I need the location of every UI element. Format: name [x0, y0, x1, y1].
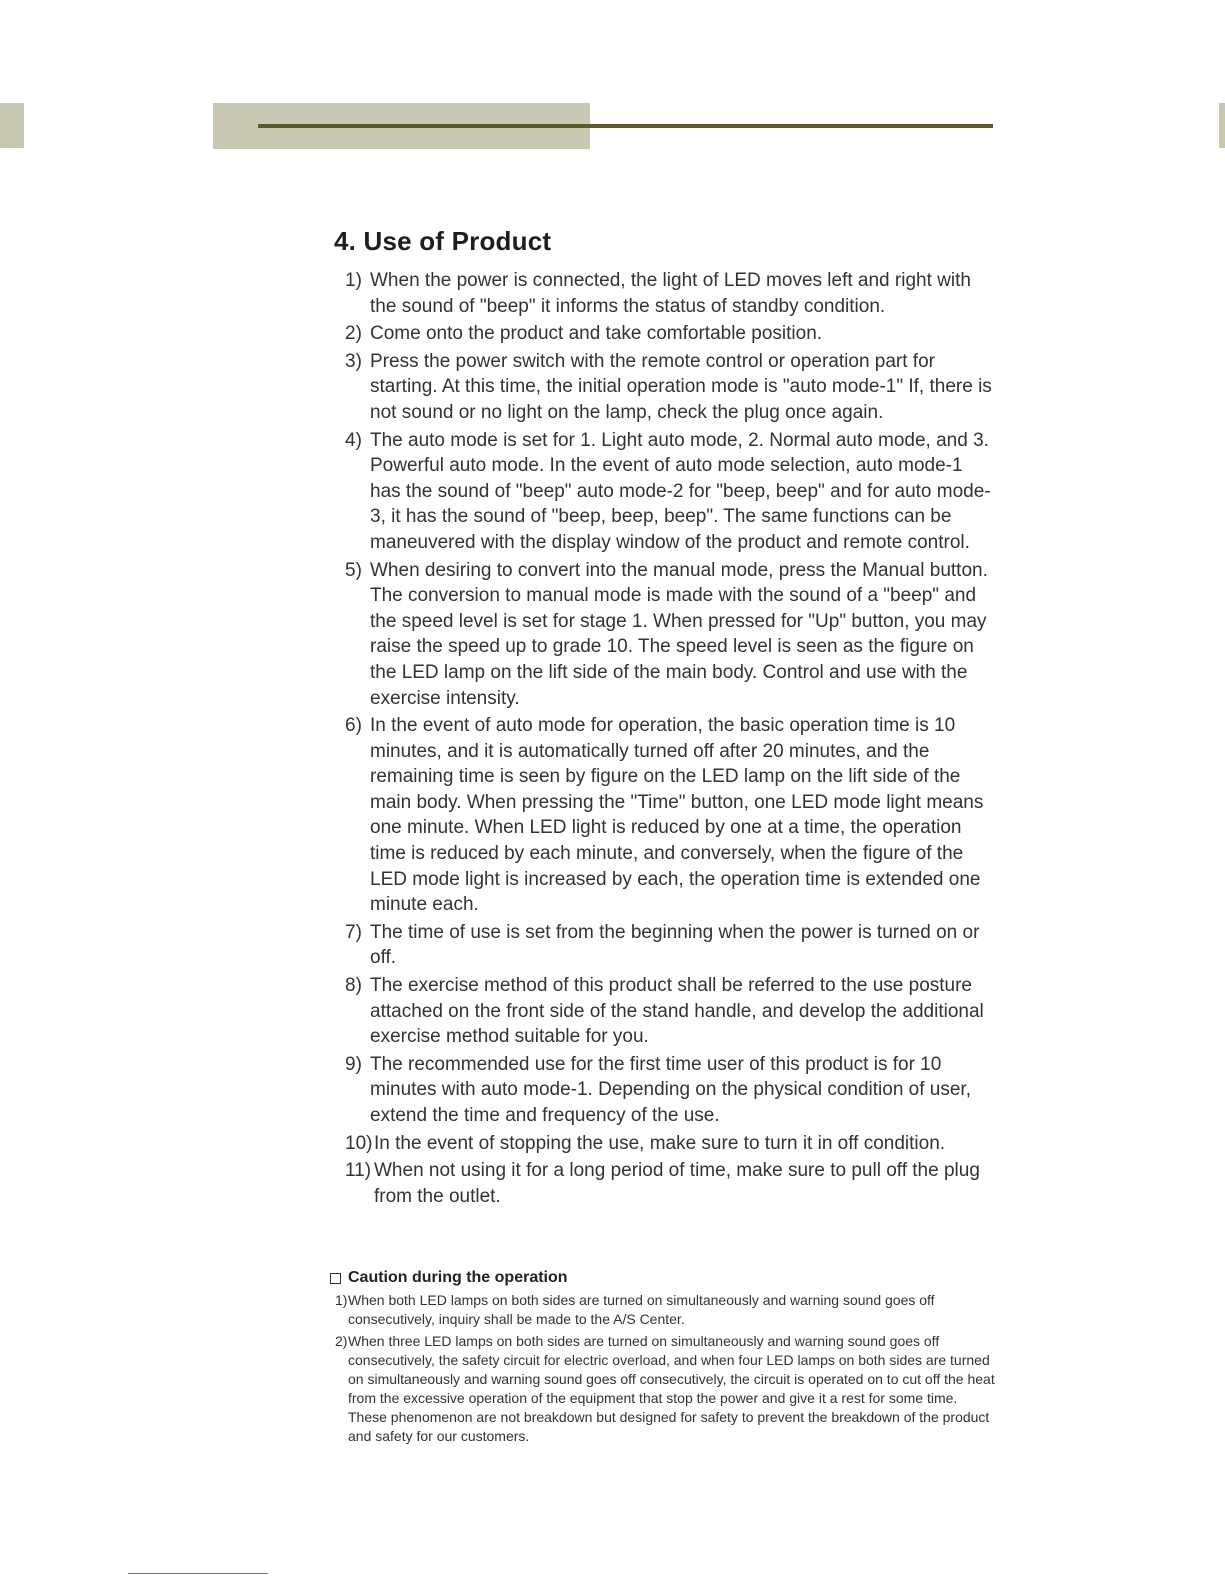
step-number: 4)	[345, 429, 362, 451]
step-number: 3)	[345, 350, 362, 372]
step-item	[345, 349, 995, 426]
step-item	[345, 558, 995, 712]
section-title: 4. Use of Product	[334, 226, 552, 256]
right-edge-tab	[1219, 103, 1225, 148]
step-text: The auto mode is set for 1. Light auto mode, 2. Normal auto mode, and 3. Powerful auto mode. In the event of auto mode selection, auto mode-1 has the sound of "beep" auto mode-2 for "beep, beep" and for auto mode-3, it has the sound of "beep, beep, beep". The same functions can be maneuvered with the display window of the product and remote control.	[370, 429, 991, 553]
step-text: When desiring to convert into the manual mode, press the Manual button. The conversion to manual mode is made with the sound of a "beep" and the speed level is set for stage 1. When pressed for "Up" button, you may raise the speed up to grade 10. The speed level is seen as the figure on the LED lamp on the lift side of the main body. Control and use with the exercise intensity.	[370, 559, 988, 709]
caution-heading-text: Caution during the operation	[348, 1269, 568, 1286]
step-number: 10)	[345, 1132, 373, 1154]
caution-text: When both LED lamps on both sides are turned on simultaneously and warning sound goes off consecutively, inquiry shall be made to the A/S Center.	[348, 1292, 935, 1327]
caution-number: 1)	[335, 1292, 348, 1308]
caution-number: 2)	[335, 1333, 348, 1349]
step-text: Come onto the product and take comfortable position.	[370, 323, 823, 345]
step-number: 6)	[345, 715, 362, 737]
step-text: When the power is connected, the light of LED moves left and right with the sound of "beep" it informs the status of standby condition.	[370, 270, 971, 317]
step-text: The exercise method of this product shall be referred to the use posture attached on the front side of the stand handle, and develop the additional exercise method suitable for you.	[370, 975, 984, 1048]
step-number: 1)	[345, 270, 362, 291]
step-number: 7)	[345, 921, 362, 943]
step-item	[345, 920, 995, 971]
step-item	[345, 1052, 995, 1129]
step-text: In the event of auto mode for operation, the basic operation time is 10 minutes, and it is automatically turned off after 20 minutes, and the remaining time is seen by figure on the LED lamp on the lift side of the main body. When pressing the "Time" button, one LED mode light means one minute. When LED light is reduced by one at a time, the operation time is reduced by each minute, and conversely, when the figure of the LED mode light is increased by each, the operation time is extended one minute each.	[370, 715, 984, 916]
step-number: 8)	[345, 975, 362, 997]
step-item	[345, 1158, 995, 1209]
steps-list	[345, 268, 995, 1211]
step-number: 9)	[345, 1053, 362, 1075]
step-text: The recommended use for the first time user of this product is for 10 minutes with auto mode-1. Depending on the physical condition of user, extend the time and frequency of the use.	[370, 1053, 971, 1126]
checkbox-icon	[330, 1273, 341, 1284]
bottom-rule	[128, 1573, 268, 1574]
caution-item	[335, 1291, 997, 1329]
step-item	[345, 1131, 995, 1157]
step-text: When not using it for a long period of time, make sure to pull off the plug from the outlet.	[374, 1160, 980, 1207]
step-item	[345, 973, 995, 1050]
step-text: Press the power switch with the remote control or operation part for starting. At this time, the initial operation mode is "auto mode-1" If, there is not sound or no light on the lamp, check the plug once again.	[370, 350, 992, 423]
caution-heading	[330, 1269, 568, 1287]
caution-list	[335, 1291, 997, 1449]
step-item	[345, 268, 995, 319]
step-item	[345, 713, 995, 918]
step-item	[345, 321, 995, 347]
caution-text: When three LED lamps on both sides are turned on simultaneously and warning sound goes off consecutively, the safety circuit for electric overload, and when four LED lamps on both sides are turned on simultaneously and warning sound goes off consecutively, the circuit is operated on to cut off the heat from the excessive operation of the equipment that stop the power and give it a rest for some time. These phenomenon are not breakdown but designed for safety to prevent the breakdown of the product and safety for our customers.	[348, 1333, 995, 1444]
step-number: 11)	[345, 1160, 372, 1182]
step-text: The time of use is set from the beginning when the power is turned on or off.	[370, 921, 980, 969]
step-text: In the event of stopping the use, make sure to turn it in off condition.	[374, 1132, 946, 1154]
caution-item	[335, 1332, 997, 1446]
step-number: 5)	[345, 559, 362, 581]
header-rule	[258, 124, 993, 128]
left-edge-tab	[0, 103, 24, 148]
step-item	[345, 428, 995, 556]
step-number: 2)	[345, 323, 362, 345]
